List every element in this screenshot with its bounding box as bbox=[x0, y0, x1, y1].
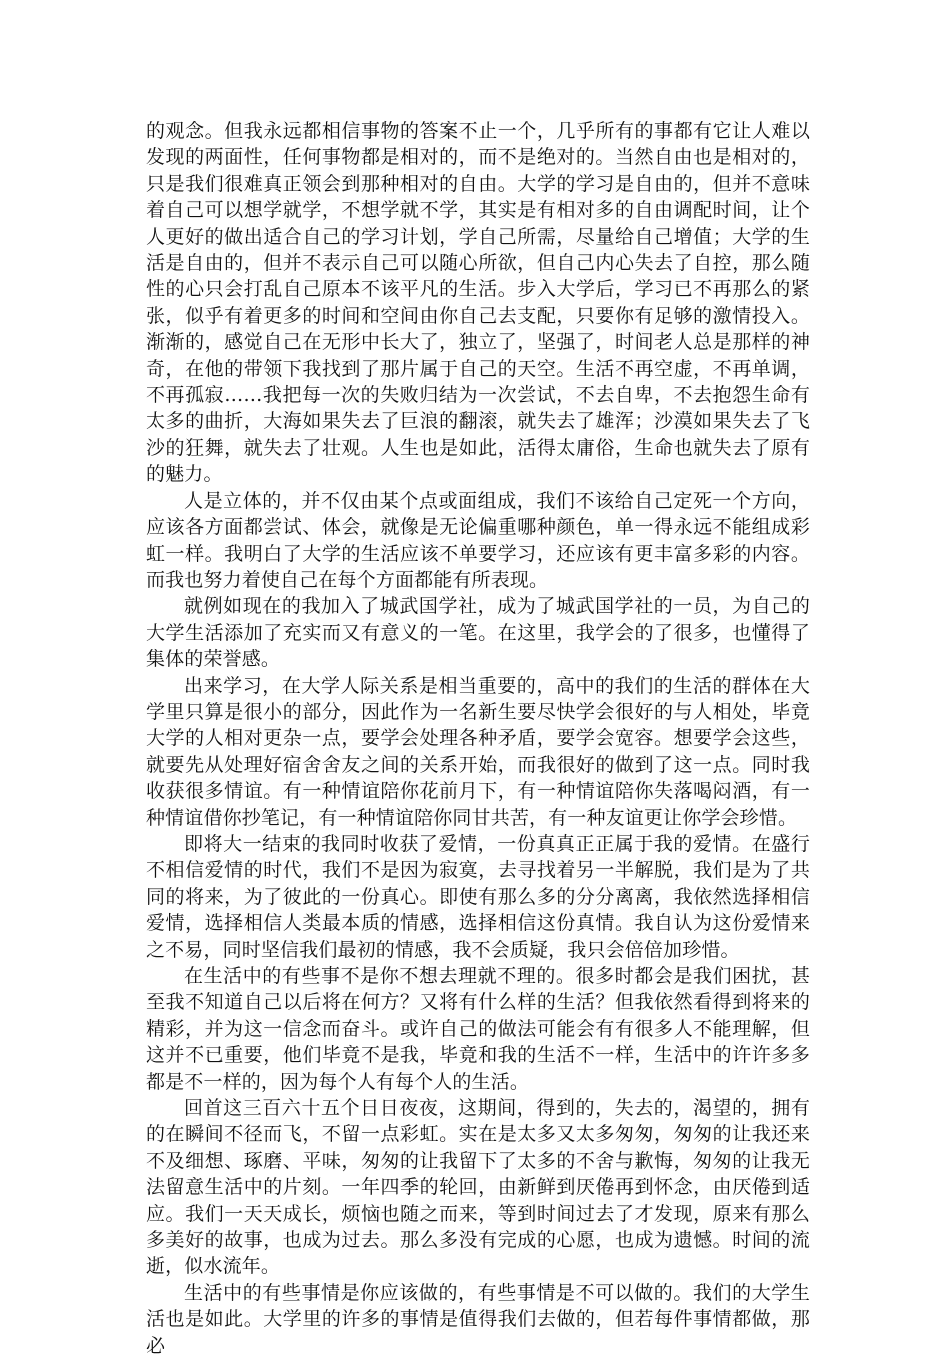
paragraph-multifaceted: 人是立体的，并不仅由某个点或面组成，我们不该给自己定死一个方向，应该各方面都尝试、体会，就像是无论偏重哪种颜色，单一得永远不能组成彩虹一样。我明白了大学的生活应该不单要学习，还应该有更丰富多彩的内容。而我也努力着使自己在每个方面都能有所表现。 bbox=[146, 489, 810, 591]
paragraph-choices: 生活中的有些事情是你应该做的，有些事情是不可以做的。我们的大学生活也是如此。大学里的许多的事情是值得我们去做的，但若每件事情都做，那必 bbox=[146, 1281, 810, 1357]
document-body bbox=[146, 118, 810, 1359]
paragraph-future: 在生活中的有些事不是你不想去理就不理的。很多时都会是我们困扰，甚至我不知道自己以后将在何方？又将有什么样的生活？但我依然看得到将来的精彩，并为这一信念而奋斗。或许自己的做法可能会有有很多人不能理解，但这并不已重要，他们毕竟不是我，毕竟和我的生活不一样，生活中的许许多多都是不一样的，因为每个人有每个人的生活。 bbox=[146, 965, 810, 1093]
paragraph-love: 即将大一结束的我同时收获了爱情，一份真真正正属于我的爱情。在盛行不相信爱情的时代，我们不是因为寂寞，去寻找着另一半解脱，我们是为了共同的将来，为了彼此的一份真心。即使有那么多的分分离离，我依然选择相信爱情，选择相信人类最本质的情感，选择相信这份真情。我自认为这份爱情来之不易，同时坚信我们最初的情感，我不会质疑，我只会倍倍加珍惜。 bbox=[146, 832, 810, 961]
paragraph-looking-back: 回首这三百六十五个日日夜夜，这期间，得到的，失去的，渴望的，拥有的在瞬间不径而飞，不留一点彩虹。实在是太多又太多匆匆，匆匆的让我还来不及细想、琢磨、平味，匆匆的让我留下了太多的不舍与歉悔，匆匆的让我无法留意生活中的片刻。一年四季的轮回，由新鲜到厌倦再到怀念，由厌倦到适应。我们一天天成长，烦恼也随之而来，等到时间过去了才发现，原来有那么多美好的故事，也成为过去。那么多没有完成的心愿，也成为遗憾。时间的流逝，似水流年。 bbox=[146, 1097, 810, 1278]
paragraph-relationships: 出来学习，在大学人际关系是相当重要的，高中的我们的生活的群体在大学里只算是很小的部分，因此作为一名新生要尽快学会很好的与人相处，毕竟大学的人相对更杂一点，要学会处理各种矛盾，要学会宽容。想要学会这些，就要先从处理好宿舍舍友之间的关系开始，而我很好的做到了这一点。同时我收获很多情谊。有一种情谊陪你花前月下，有一种情谊陪你失落喝闷酒，有一种情谊借你抄笔记，有一种情谊陪你同甘共苦，有一种友谊更让你学会珍惜。 bbox=[146, 674, 810, 829]
paragraph-freedom: 的观念。但我永远都相信事物的答案不止一个，几乎所有的事都有它让人难以发现的两面性，任何事物都是相对的，而不是绝对的。当然自由也是相对的，只是我们很难真正领会到那种相对的自由。大学的学习是自由的，但并不意味着自己可以想学就学，不想学就不学，其实是有相对多的自由调配时间，让个人更好的做出适合自己的学习计划，学自己所需，尽量给自己增值；大学的生活是自由的，但并不表示自己可以随心所欲，但自己内心失去了自控，那么随性的心只会打乱自己原本不该平凡的生活。步入大学后，学习已不再那么的紧张，似乎有着更多的时间和空间由你自己去支配，只要你有足够的激情投入。渐渐的，感觉自己在无形中长大了，独立了，坚强了，时间老人总是那样的神奇，在他的带领下我找到了那片属于自己的天空。生活不再空虚，不再单调，不再孤寂……我把每一次的失败归结为一次尝试，不去自卑，不去抱怨生命有太多的曲折，大海如果失去了巨浪的翻滚，就失去了雄浑；沙漠如果失去了飞沙的狂舞，就失去了壮观。人生也是如此，活得太庸俗，生命也就失去了原有的魅力。 bbox=[146, 120, 810, 486]
paragraph-guoxue-club: 就例如现在的我加入了城武国学社，成为了城武国学社的一员，为自己的大学生活添加了充实而又有意义的一笔。在这里，我学会的了很多，也懂得了集体的荣誉感。 bbox=[146, 595, 810, 671]
